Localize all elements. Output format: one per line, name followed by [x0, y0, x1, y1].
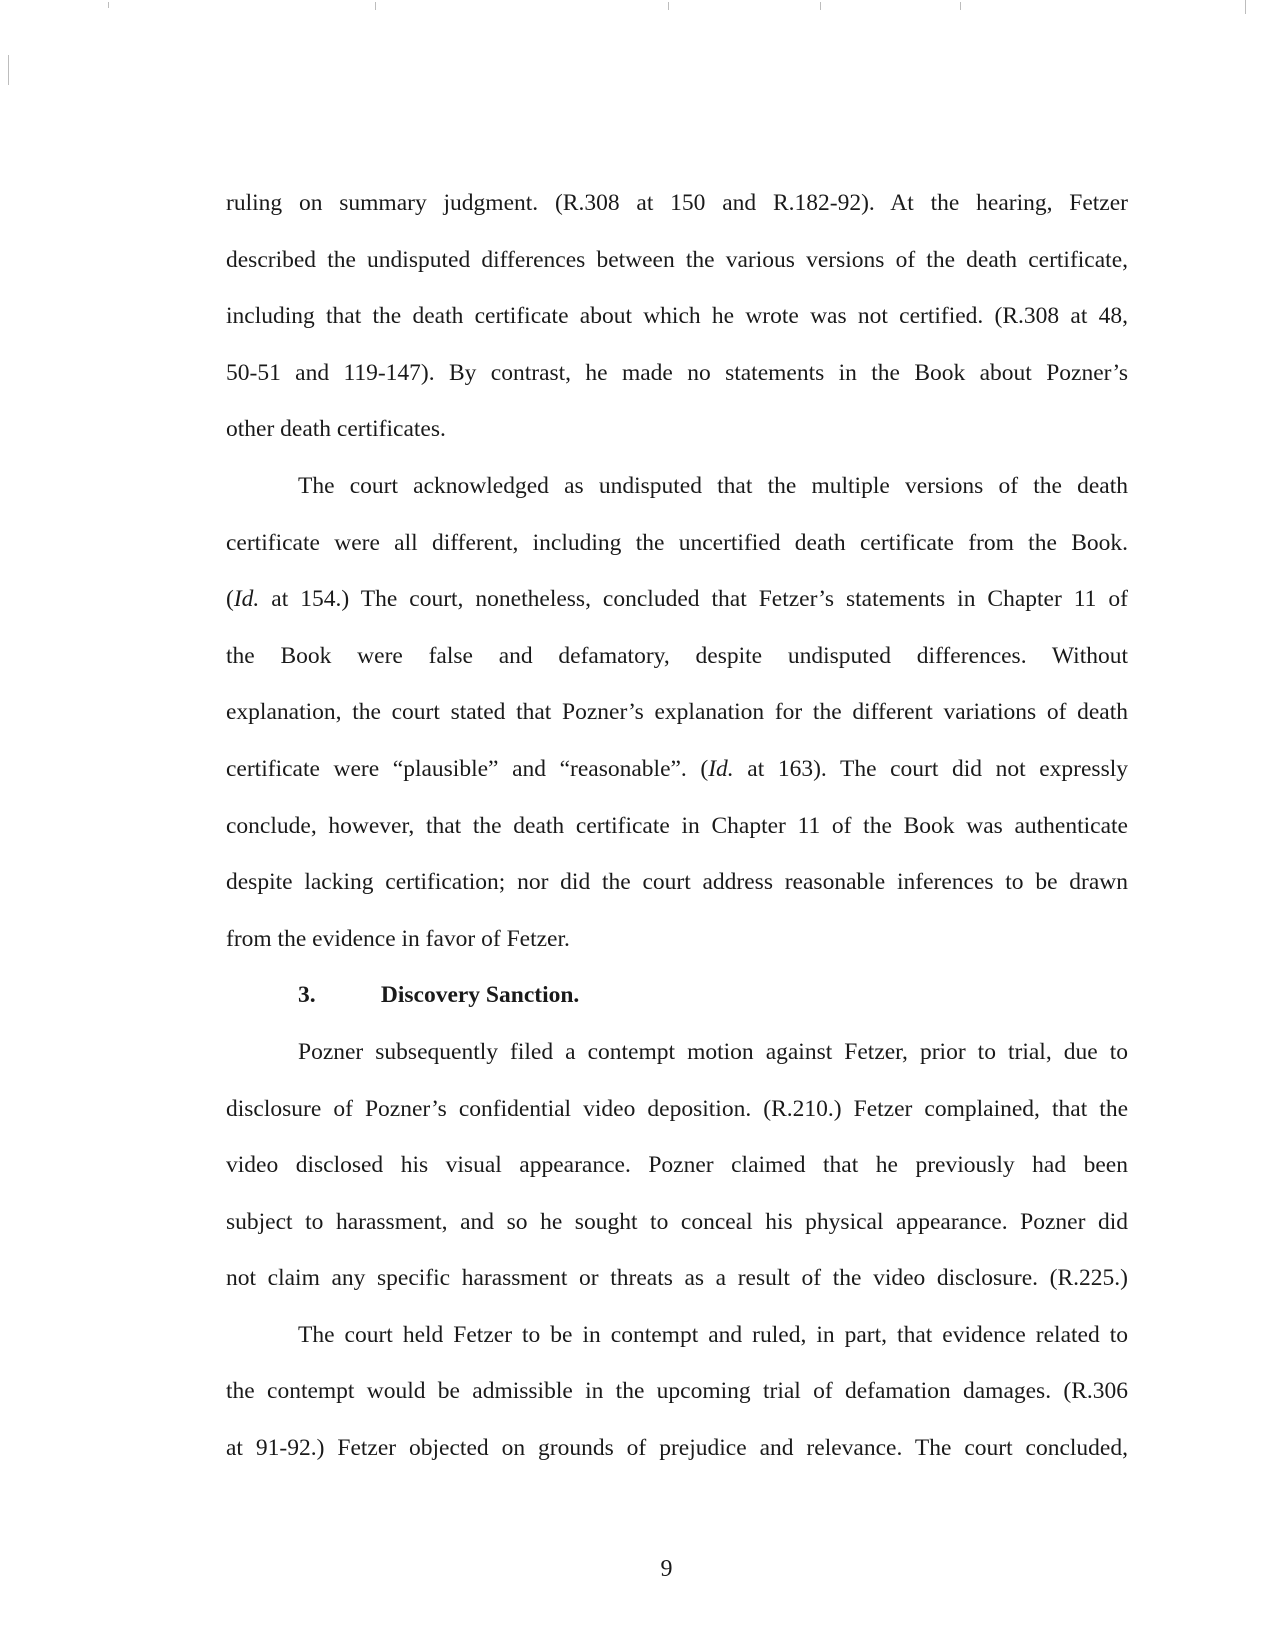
text-line: subject to harassment, and so he sought to conceal his physical appearance. Pozner did: [226, 1208, 1128, 1235]
scan-artifact: [375, 2, 376, 10]
document-body: [226, 175, 1128, 1477]
text-line: other death certificates.: [226, 416, 446, 443]
citation-paren: (: [226, 586, 234, 613]
scan-artifact: [820, 2, 821, 10]
citation-id: Id.: [708, 755, 734, 782]
text-line: [226, 741, 1128, 798]
text-fragment: at 154.) The court, nonetheless, concluded that Fetzer’s statements in Chapter 11 of: [271, 586, 1129, 613]
text-line: The court held Fetzer to be in contempt and ruled, in part, that evidence related to: [298, 1321, 1128, 1348]
section-heading: [226, 967, 1128, 1024]
paragraph: [226, 458, 1128, 967]
text-line: certificate were all different, including the uncertified death certificate from the Book.: [226, 529, 1128, 556]
text-fragment: at 163). The court did not expressly: [733, 755, 1128, 782]
citation-id: Id.: [233, 586, 260, 613]
paragraph: [226, 175, 1128, 458]
text-line: at 91-92.) Fetzer objected on grounds of prejudice and relevance. The court concluded,: [226, 1435, 1128, 1462]
text-line: disclosure of Pozner’s confidential video deposition. (R.210.) Fetzer complained, that the: [226, 1095, 1128, 1122]
text-line: 50-51 and 119-147). By contrast, he made no statements in the Book about Pozner’s: [226, 359, 1128, 386]
scan-artifact: [108, 2, 109, 8]
scan-artifact: [8, 55, 9, 85]
text-line: despite lacking certification; nor did the court address reasonable inferences to be drawn: [226, 869, 1128, 896]
text-line: The court acknowledged as undisputed that the multiple versions of the death: [298, 472, 1128, 499]
text-line: [226, 571, 1128, 628]
section-number: 3.: [298, 982, 316, 1009]
text-line: not claim any specific harassment or threats as a result of the video disclosure. (R.225.): [226, 1265, 1128, 1292]
text-line: video disclosed his visual appearance. Pozner claimed that he previously had been: [226, 1152, 1128, 1179]
text-line: ruling on summary judgment. (R.308 at 150 and R.182-92). At the hearing, Fetzer: [226, 190, 1128, 216]
text-line: explanation, the court stated that Pozner’s explanation for the different variations of death: [226, 699, 1128, 726]
paragraph: [226, 1307, 1128, 1477]
page-number: 9: [660, 1556, 673, 1582]
scan-artifact: [960, 2, 961, 10]
text-line: conclude, however, that the death certificate in Chapter 11 of the Book was authenticate: [226, 812, 1128, 839]
scan-artifact: [1245, 0, 1246, 14]
text-line: Pozner subsequently filed a contempt motion against Fetzer, prior to trial, due to: [298, 1038, 1128, 1065]
paragraph: [226, 1024, 1128, 1307]
section-title: Discovery Sanction.: [380, 982, 580, 1009]
text-fragment: certificate were “plausible” and “reasonable”. (: [226, 755, 709, 782]
text-line: the contempt would be admissible in the upcoming trial of defamation damages. (R.306: [226, 1378, 1128, 1405]
text-line: described the undisputed differences between the various versions of the death certificate,: [226, 246, 1128, 273]
text-line: including that the death certificate about which he wrote was not certified. (R.308 at 48,: [226, 303, 1128, 330]
scan-artifact: [668, 2, 669, 10]
text-line: the Book were false and defamatory, despite undisputed differences. Without: [226, 642, 1128, 669]
text-line: from the evidence in favor of Fetzer.: [226, 925, 570, 952]
